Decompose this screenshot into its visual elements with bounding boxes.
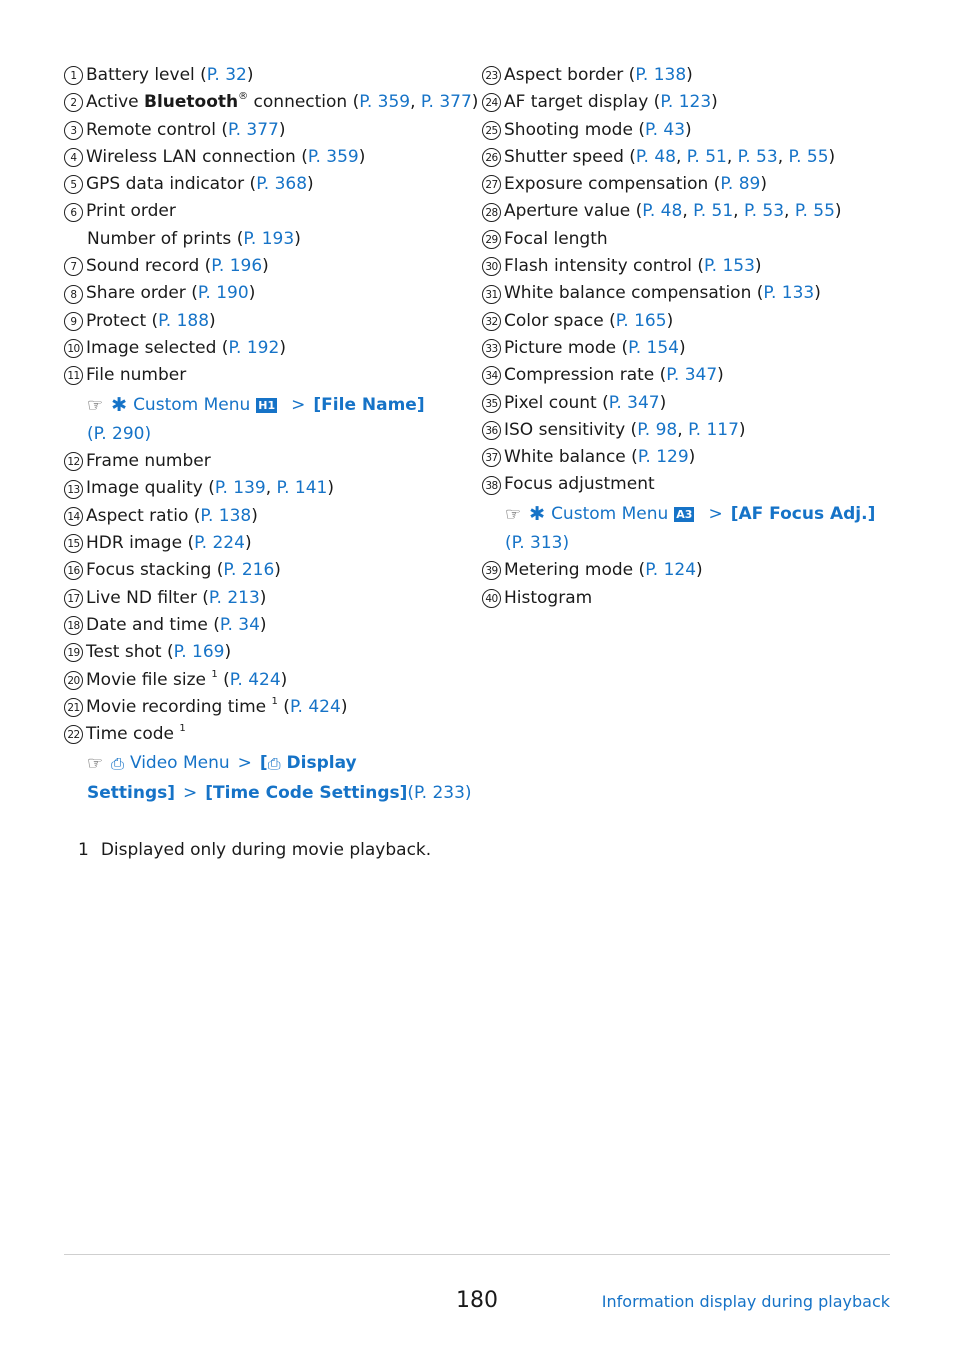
legend-item: [482, 253, 922, 280]
legend-item: [482, 171, 922, 198]
legend-item: [482, 417, 922, 444]
page-reference-link[interactable]: P. 138: [635, 65, 687, 85]
legend-item-text: [504, 362, 724, 389]
page-reference-link[interactable]: P. 359: [359, 92, 411, 113]
item-text: Wireless LAN connection (: [86, 146, 308, 167]
page-reference-link[interactable]: P. 129: [637, 447, 689, 468]
item-text: Aspect ratio (: [86, 505, 201, 526]
item-text: (: [217, 669, 230, 690]
item-text: Frame number: [86, 451, 211, 472]
circled-number: 36: [482, 421, 501, 440]
item-text: ): [760, 174, 767, 195]
item-text: AF target display (: [504, 92, 661, 113]
page-reference-link[interactable]: P. 359: [307, 146, 359, 167]
item-text: Test shot (: [86, 642, 174, 663]
item-text: HDR image (: [86, 533, 195, 554]
legend-item-text: [86, 612, 267, 639]
item-text: ): [294, 228, 301, 249]
item-text: Compression rate (: [504, 365, 667, 386]
circled-number: 35: [482, 394, 501, 413]
legend-item-text: [504, 390, 666, 417]
page-reference-link[interactable]: P. 347: [666, 365, 718, 386]
item-text: GPS data indicator (: [86, 174, 257, 195]
circled-number: 28: [482, 203, 501, 222]
page-reference-link[interactable]: P. 32: [206, 65, 247, 85]
legend-item: [64, 503, 464, 530]
page-reference-link[interactable]: P. 347: [608, 392, 660, 413]
legend-item: [64, 612, 464, 639]
item-text: ): [471, 92, 479, 113]
circled-number: 29: [482, 230, 501, 249]
item-text: Movie file size: [86, 669, 212, 690]
page-reference-link[interactable]: P. 213: [208, 587, 260, 608]
legend-item-text: [86, 448, 211, 475]
circled-number: 5: [64, 175, 83, 194]
item-text: Protect (: [86, 310, 159, 331]
page-reference-link[interactable]: P. 188: [158, 310, 210, 331]
page-reference-link[interactable]: P. 216: [223, 560, 275, 581]
item-text: Active: [86, 92, 144, 113]
page-reference-link[interactable]: P. 53: [737, 146, 778, 167]
circled-number: 7: [64, 257, 83, 276]
item-text: ): [259, 587, 267, 608]
page-reference-link[interactable]: P. 169: [173, 642, 225, 663]
item-text: ): [738, 419, 746, 440]
item-text: ): [262, 256, 269, 277]
item-text: Metering mode (: [504, 560, 646, 581]
legend-item-text: [504, 62, 693, 89]
item-text: Shooting mode (: [504, 119, 645, 140]
legend-item: [482, 362, 922, 389]
pointing-hand-icon: ☞: [87, 753, 104, 775]
legend-item: [482, 226, 922, 253]
legend-item: [64, 721, 464, 748]
circled-number: 31: [482, 285, 501, 304]
legend-item-text: [86, 721, 186, 748]
page-reference-link[interactable]: P. 141: [276, 478, 328, 499]
page-reference-link[interactable]: Video Menu: [129, 753, 230, 774]
menu-reference-line: [64, 421, 464, 448]
circled-number: 25: [482, 121, 501, 140]
legend-item-text: [504, 557, 703, 584]
circled-number: 1: [64, 66, 83, 85]
legend-item-text: [86, 530, 252, 557]
circled-number: 2: [64, 93, 83, 112]
circled-number: 34: [482, 366, 501, 385]
left-column: [64, 62, 479, 807]
page-reference-link[interactable]: P. 55: [788, 146, 829, 167]
circled-number: 9: [64, 312, 83, 331]
bold-term: Bluetooth: [144, 92, 239, 113]
page-reference-link[interactable]: P. 133: [763, 283, 815, 304]
legend-item: [64, 530, 464, 557]
legend-item: [64, 694, 464, 721]
legend-item-text: [86, 280, 255, 307]
legend-item-text: [504, 226, 608, 253]
legend-item: [64, 335, 464, 362]
legend-item: [482, 62, 922, 89]
item-text: ,: [777, 146, 789, 167]
item-text: ): [834, 201, 842, 222]
legend-item: [64, 280, 464, 307]
legend-item: [64, 62, 464, 89]
circled-number: 6: [64, 203, 83, 222]
page-reference-link[interactable]: P. 138: [200, 505, 252, 526]
menu-path-separator: >: [708, 503, 723, 524]
circled-number: 11: [64, 366, 83, 385]
legend-item-text: [504, 471, 655, 498]
movie-camera-icon: ⎙: [111, 754, 124, 774]
page-reference-link[interactable]: P. 51: [693, 201, 734, 222]
circled-number: 8: [64, 285, 83, 304]
page-reference-link[interactable]: (P. 313): [505, 533, 570, 554]
legend-item-text: [504, 444, 695, 471]
menu-reference-line: [64, 750, 464, 777]
item-text: Share order (: [86, 283, 198, 304]
item-text: ): [224, 642, 232, 663]
item-text: ,: [784, 201, 795, 222]
circled-number: 16: [64, 561, 83, 580]
item-text: ): [209, 310, 216, 331]
page-reference-link[interactable]: (P. 290): [87, 423, 152, 444]
page-reference-link[interactable]: P. 368: [256, 174, 308, 195]
circled-number: 30: [482, 257, 501, 276]
circled-number: 12: [64, 452, 83, 471]
item-text: ,: [682, 201, 694, 222]
footnote-number: 1: [78, 840, 89, 860]
circled-number: 14: [64, 507, 83, 526]
page-reference-link[interactable]: P. 98: [637, 419, 678, 440]
item-text: Color space (: [504, 310, 616, 331]
item-text: connection (: [248, 92, 360, 113]
legend-item-text: [504, 417, 746, 444]
item-text: ): [244, 533, 252, 554]
circled-number: 27: [482, 175, 501, 194]
circled-number: 32: [482, 312, 501, 331]
circled-number: 15: [64, 534, 83, 553]
superscript: 1: [211, 668, 218, 680]
page-reference-link[interactable]: P. 153: [704, 256, 755, 277]
circled-number: 33: [482, 339, 501, 358]
circled-number: 23: [482, 66, 501, 85]
superscript: ®: [238, 91, 249, 103]
page-reference-link[interactable]: Custom Menu: [551, 503, 669, 524]
legend-item: [482, 557, 922, 584]
item-text: Focus adjustment: [504, 474, 655, 495]
legend-item: [482, 471, 922, 498]
legend-item-text: [86, 585, 266, 612]
item-text: Focus stacking (: [86, 560, 224, 581]
page-reference-link[interactable]: P. 193: [243, 228, 295, 249]
legend-item: [64, 585, 464, 612]
circled-number: 4: [64, 148, 83, 167]
legend-item-text: [504, 308, 673, 335]
item-text: ): [259, 614, 267, 635]
menu-reference-line: [482, 530, 922, 557]
legend-item: [64, 226, 464, 253]
item-text: ): [659, 392, 667, 413]
item-text: Image selected (: [86, 337, 229, 358]
item-text: File number: [86, 365, 187, 386]
menu-item-reference[interactable]: [AF Focus Adj.]: [730, 503, 876, 524]
item-text: ): [278, 119, 286, 140]
legend-item-text: [86, 89, 478, 116]
menu-item-reference[interactable]: [Time Code Settings]: [205, 782, 408, 803]
item-text: ): [279, 337, 286, 358]
item-text: White balance (: [504, 447, 638, 468]
page-reference-link[interactable]: P. 139: [214, 478, 266, 499]
legend-item: [64, 639, 464, 666]
legend-item-text: [504, 144, 835, 171]
legend-item: [482, 144, 922, 171]
page-reference-link[interactable]: P. 377: [420, 92, 472, 113]
circled-number: 20: [64, 671, 83, 690]
legend-item: [64, 144, 464, 171]
menu-path-separator: >: [237, 753, 252, 774]
footnote-text: Displayed only during movie playback.: [100, 840, 432, 860]
page-reference-link[interactable]: P. 424: [289, 696, 341, 717]
superscript: 1: [179, 723, 186, 735]
legend-item-text: [504, 280, 821, 307]
legend-item: [482, 198, 922, 225]
legend-item-text: [86, 667, 287, 694]
item-text: ): [828, 146, 836, 167]
circled-number: 22: [64, 725, 83, 744]
item-text: Exposure compensation (: [504, 174, 721, 195]
item-text: ): [814, 283, 821, 304]
legend-item: [64, 362, 464, 389]
page-reference-link[interactable]: P. 48: [635, 146, 676, 167]
menu-tab-badge: A3: [676, 507, 693, 521]
legend-item: [482, 444, 922, 471]
item-text: Movie recording time: [86, 696, 272, 717]
legend-item: [64, 667, 464, 694]
item-text: Aperture value (: [504, 201, 643, 222]
legend-item-text: [504, 335, 686, 362]
legend-item-text: [86, 144, 365, 171]
circled-number: 3: [64, 121, 83, 140]
menu-item-reference[interactable]: [File Name]: [313, 394, 425, 415]
page-reference-link[interactable]: (P. 233): [407, 782, 472, 803]
item-text: Flash intensity control (: [504, 256, 705, 277]
item-text: Print order: [86, 201, 176, 222]
page-reference-link[interactable]: P. 51: [686, 146, 727, 167]
section-title-link[interactable]: Information display during playback: [601, 1292, 890, 1311]
item-text: ): [688, 447, 696, 468]
page-reference-link[interactable]: P. 124: [645, 560, 697, 581]
legend-item: [64, 117, 464, 144]
item-text: Pixel count (: [504, 392, 609, 413]
page-reference-link[interactable]: P. 48: [642, 201, 683, 222]
item-text: Battery level (: [86, 65, 207, 85]
legend-item: [64, 308, 464, 335]
item-text: ): [666, 310, 674, 331]
legend-item: [64, 475, 464, 502]
page-reference-link[interactable]: P. 55: [794, 201, 835, 222]
item-text: ): [717, 365, 724, 386]
menu-item-reference[interactable]: [: [259, 753, 268, 774]
circled-number: 38: [482, 476, 501, 495]
item-text: ,: [733, 201, 744, 222]
menu-reference-line: [64, 392, 464, 419]
item-text: ): [340, 696, 348, 717]
circled-number: 39: [482, 561, 501, 580]
legend-item-text: [504, 198, 842, 225]
legend-item-text: [86, 475, 334, 502]
footer-divider: [64, 1254, 890, 1255]
item-text: ): [327, 478, 335, 499]
page-reference-link[interactable]: P. 377: [227, 119, 279, 140]
legend-item-text: [86, 198, 176, 225]
item-text: ): [711, 92, 718, 113]
item-text: Remote control (: [86, 119, 228, 140]
item-text: ): [274, 560, 281, 581]
legend-item-text: [86, 308, 216, 335]
page-reference-link[interactable]: P. 34: [219, 614, 260, 635]
legend-item-text: [504, 117, 692, 144]
item-text: ISO sensitivity (: [504, 419, 638, 440]
gear-icon: ✱: [529, 502, 546, 525]
circled-number: 19: [64, 643, 83, 662]
circled-number: 26: [482, 148, 501, 167]
item-text: Picture mode (: [504, 337, 629, 358]
item-text: ): [307, 174, 314, 195]
item-text: ,: [410, 92, 421, 113]
item-text: ): [251, 505, 258, 526]
pointing-hand-icon: ☞: [87, 394, 104, 416]
gear-icon: ✱: [111, 393, 128, 416]
item-text: ,: [265, 478, 277, 499]
legend-item-text: [86, 117, 285, 144]
legend-item-text: [86, 362, 186, 389]
page-reference-link[interactable]: P. 165: [615, 310, 667, 331]
legend-item: [64, 253, 464, 280]
page-reference-link[interactable]: P. 89: [720, 174, 761, 195]
superscript: 1: [271, 695, 278, 707]
footnote: [78, 840, 431, 860]
legend-item: [482, 585, 922, 612]
legend-item-text: [86, 171, 314, 198]
circled-number: 40: [482, 589, 501, 608]
item-text: ,: [677, 419, 689, 440]
item-text: Sound record (: [86, 256, 212, 277]
legend-item: [64, 557, 464, 584]
legend-item-text: [504, 253, 762, 280]
legend-item-text: [86, 503, 258, 530]
legend-item: [482, 308, 922, 335]
legend-item-text: [86, 694, 347, 721]
item-text: White balance compensation (: [504, 283, 764, 304]
item-text: Image quality (: [86, 478, 215, 499]
item-text: Time code: [86, 724, 180, 745]
legend-item: [64, 198, 464, 225]
circled-number: 21: [64, 698, 83, 717]
legend-item: [482, 89, 922, 116]
item-text: Shutter speed (: [504, 146, 636, 167]
movie-camera-icon: ⎙: [267, 754, 281, 774]
legend-item-text: [86, 335, 286, 362]
page-reference-link[interactable]: Custom Menu: [133, 394, 251, 415]
menu-tab-badge: H1: [258, 398, 276, 412]
legend-item: [482, 117, 922, 144]
page-reference-link[interactable]: P. 53: [743, 201, 785, 222]
menu-item-reference[interactable]: Settings]: [87, 782, 176, 803]
item-text: ): [685, 119, 692, 140]
legend-item-text: [86, 557, 281, 584]
item-text: Histogram: [504, 587, 593, 608]
legend-item-text: [86, 639, 231, 666]
menu-reference-line: [482, 501, 922, 528]
circled-number: 24: [482, 93, 501, 112]
item-text: ): [248, 283, 256, 304]
menu-path-separator: >: [291, 394, 306, 415]
legend-item: [64, 448, 464, 475]
page-reference-link[interactable]: P. 117: [688, 419, 739, 440]
legend-item: [64, 171, 464, 198]
item-text: Live ND filter (: [86, 587, 209, 608]
page-reference-link[interactable]: P. 154: [628, 337, 679, 358]
page-reference-link[interactable]: P. 123: [660, 92, 712, 113]
legend-item-text: [86, 253, 269, 280]
legend-item: [64, 89, 479, 116]
item-text: Date and time (: [86, 614, 220, 635]
item-text: ): [686, 65, 693, 85]
right-column: [482, 62, 922, 612]
legend-item-text: [86, 62, 253, 89]
page-reference-link[interactable]: P. 424: [229, 669, 281, 690]
item-text: ,: [675, 146, 687, 167]
pointing-hand-icon: ☞: [505, 503, 522, 525]
legend-item: [482, 390, 922, 417]
legend-item: [482, 335, 922, 362]
menu-path-separator: >: [183, 782, 198, 803]
item-text: ): [280, 669, 288, 690]
circled-number: 13: [64, 480, 83, 499]
page-reference-link[interactable]: P. 43: [644, 119, 686, 140]
item-text: ): [358, 146, 366, 167]
item-text: Aspect border (: [504, 65, 636, 85]
item-text: ): [754, 256, 762, 277]
legend-item: [482, 280, 922, 307]
page-reference-link[interactable]: P. 196: [211, 256, 263, 277]
page-reference-link[interactable]: P. 224: [194, 533, 245, 554]
item-text: ): [678, 337, 686, 358]
circled-number: 37: [482, 448, 501, 467]
circled-number: 17: [64, 589, 83, 608]
page-reference-link[interactable]: P. 190: [197, 283, 249, 304]
legend-item-text: [504, 585, 592, 612]
circled-number: 10: [64, 339, 83, 358]
legend-item-text: [504, 171, 767, 198]
page-reference-link[interactable]: P. 192: [228, 337, 280, 358]
item-text: ,: [726, 146, 738, 167]
legend-item-text: [504, 89, 718, 116]
menu-item-reference[interactable]: Display: [286, 753, 357, 774]
menu-reference-line: [64, 780, 472, 807]
item-text: Number of prints (: [87, 228, 244, 249]
circled-number: 18: [64, 616, 83, 635]
item-text: ): [696, 560, 703, 581]
legend-item-text: [87, 229, 301, 249]
item-text: Focal length: [504, 228, 608, 249]
item-text: (: [277, 696, 290, 717]
page-number: 180: [456, 1288, 498, 1313]
item-text: ): [246, 65, 254, 85]
